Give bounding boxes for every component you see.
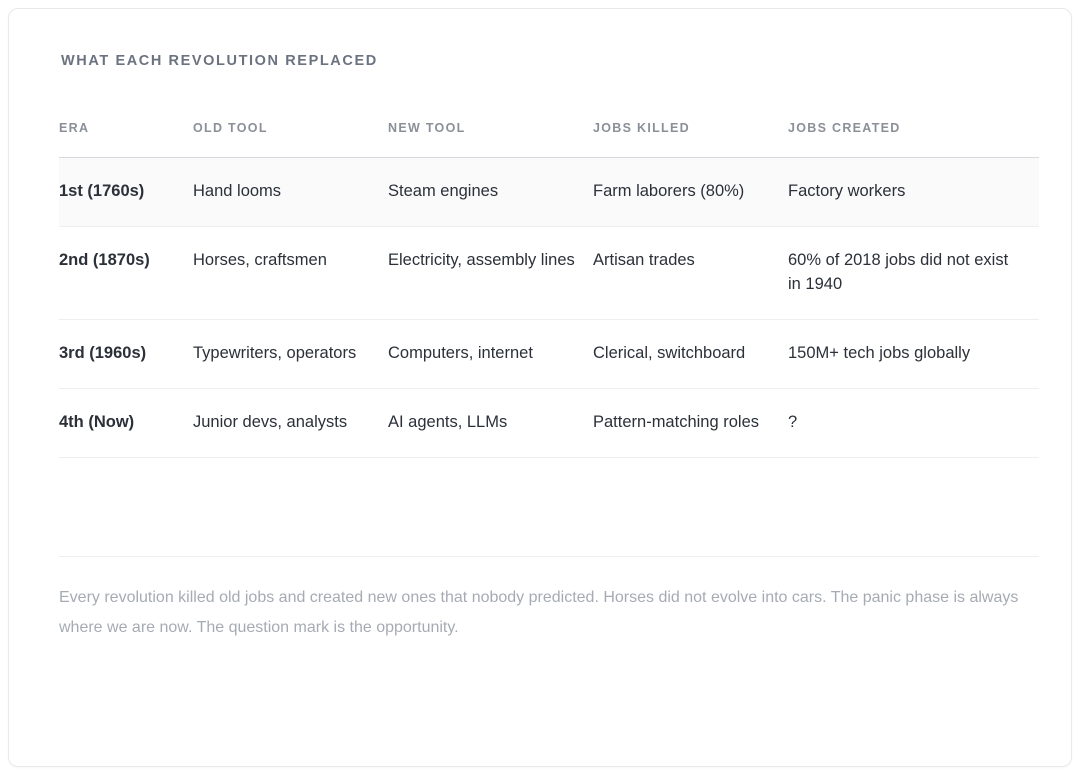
cell-old-tool: Hand looms (193, 158, 388, 227)
footnote-text: Every revolution killed old jobs and created new ones that nobody predicted. Horses did not evolve into cars. The panic phase is always where we are now. The question mark is the opportunity. (59, 588, 1019, 636)
table-row (59, 388, 1039, 457)
cell-old-tool: Junior devs, analysts (193, 388, 388, 457)
column-header-old-tool: OLD TOOL (193, 121, 268, 135)
revolution-table (59, 121, 1039, 557)
cell-jobs-killed: Pattern-matching roles (593, 388, 788, 457)
table-row (59, 158, 1039, 227)
cell-jobs-created: ? (788, 388, 1039, 457)
cell-new-tool: Computers, internet (388, 319, 593, 388)
table-row (59, 319, 1039, 388)
column-header-jobs-killed: JOBS KILLED (593, 121, 690, 135)
table-spacer-row (59, 457, 1039, 556)
cell-new-tool: AI agents, LLMs (388, 388, 593, 457)
cell-jobs-killed: Farm laborers (80%) (593, 158, 788, 227)
cell-jobs-killed: Clerical, switchboard (593, 319, 788, 388)
page-title: WHAT EACH REVOLUTION REPLACED (61, 53, 378, 69)
cell-old-tool: Typewriters, operators (193, 319, 388, 388)
cell-jobs-created: 60% of 2018 jobs did not exist in 1940 (788, 226, 1039, 319)
cell-era: 2nd (1870s) (59, 226, 193, 319)
cell-jobs-created: 150M+ tech jobs globally (788, 319, 1039, 388)
cell-old-tool: Horses, craftsmen (193, 226, 388, 319)
table-header-row (59, 121, 1039, 158)
revolution-card (8, 8, 1072, 767)
cell-new-tool: Steam engines (388, 158, 593, 227)
cell-jobs-created: Factory workers (788, 158, 1039, 227)
table-spacer-cell (59, 457, 1039, 556)
column-header-era: ERA (59, 121, 90, 135)
cell-jobs-killed: Artisan trades (593, 226, 788, 319)
cell-era: 1st (1760s) (59, 158, 193, 227)
table-header (59, 121, 1039, 158)
cell-era: 3rd (1960s) (59, 319, 193, 388)
cell-era: 4th (Now) (59, 388, 193, 457)
cell-new-tool: Electricity, assembly lines (388, 226, 593, 319)
table-row (59, 226, 1039, 319)
column-header-jobs-created: JOBS CREATED (788, 121, 901, 135)
column-header-new-tool: NEW TOOL (388, 121, 466, 135)
table-body (59, 158, 1039, 557)
